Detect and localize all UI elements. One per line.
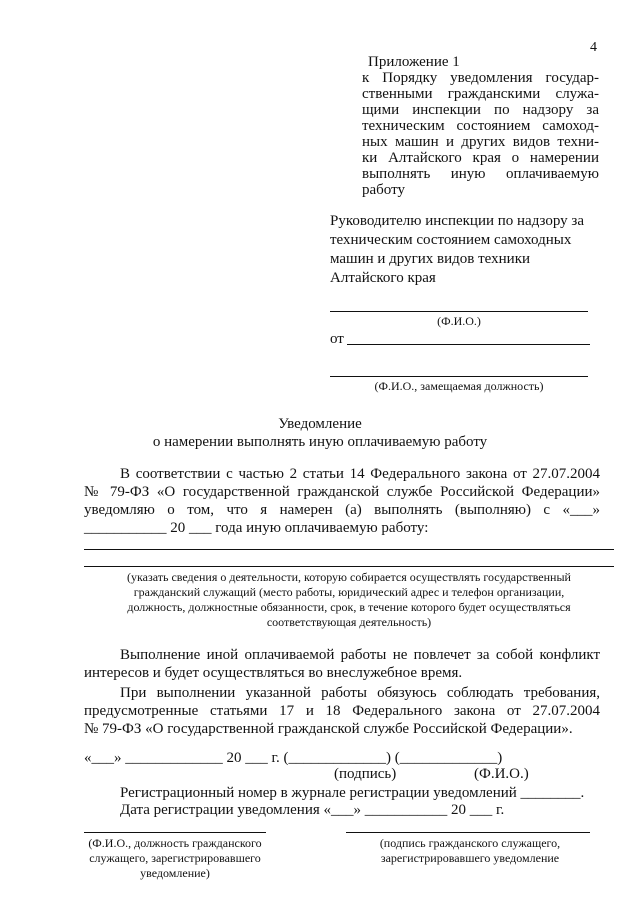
sender-fio-position-caption: (Ф.И.О., замещаемая должность) bbox=[374, 379, 544, 393]
appendix-line: к Порядку уведомления государ- bbox=[362, 70, 599, 86]
footer-left-caption-line: уведомление) bbox=[140, 866, 210, 880]
signature-fio-caption: (Ф.И.О.) bbox=[474, 766, 529, 782]
intro-paragraph bbox=[84, 465, 600, 537]
registration-number-line: Регистрационный номер в журнале регистрации уведомлений ________. bbox=[120, 785, 585, 801]
activity-note-line: должность, должностные обязанности, срок, в течение которого будет осуществляться bbox=[127, 600, 571, 614]
addressee-block bbox=[330, 212, 600, 288]
footer-left-caption bbox=[70, 836, 280, 881]
page-number: 4 bbox=[590, 40, 597, 55]
footer-left-caption-line: (Ф.И.О., должность гражданского bbox=[88, 836, 262, 850]
from-label: от bbox=[330, 331, 344, 347]
activity-note-line: соответствующая деятельность) bbox=[266, 615, 432, 629]
obligation-line: предусмотренные статьями 17 и 18 Федерального закона от 27.07.2004 bbox=[84, 703, 600, 719]
footer-right-line bbox=[346, 832, 590, 833]
appendix-line: ки Алтайского края о намерении bbox=[362, 150, 599, 166]
addressee-line: Руководителю инспекции по надзору за bbox=[330, 213, 584, 229]
appendix-line: выполнять иную оплачиваемую bbox=[362, 166, 599, 182]
appendix-block bbox=[362, 54, 599, 198]
footer-left-caption-line: служащего, зарегистрировавшего bbox=[89, 851, 261, 865]
intro-line: ___________ 20 ___ года иную оплачиваемую работу: bbox=[84, 520, 429, 536]
obligation-paragraph bbox=[84, 684, 600, 738]
addressee-line: Алтайского края bbox=[330, 270, 436, 286]
no-conflict-paragraph bbox=[84, 646, 600, 682]
footer-right-caption-line: (подпись гражданского служащего, bbox=[379, 836, 561, 850]
sender-fio-line bbox=[330, 376, 588, 377]
activity-note-line: гражданский служащий (место работы, юридический адрес и телефон организации, bbox=[133, 585, 565, 599]
from-line bbox=[347, 344, 590, 345]
appendix-line: работу bbox=[362, 182, 405, 198]
intro-line: уведомляю о том, что я намерен (а) выполнять (выполняю) с «___» bbox=[84, 502, 600, 518]
obligation-line: При выполнении указанной работы обязуюсь соблюдать требования, bbox=[120, 685, 600, 701]
intro-line: № 79-ФЗ «О государственной гражданской службе Российской Федерации» bbox=[84, 484, 600, 500]
addressee-line: машин и других видов техники bbox=[330, 251, 531, 267]
appendix-line: техническим состоянием самоход- bbox=[362, 118, 599, 134]
activity-line-1 bbox=[84, 549, 614, 550]
activity-note-line: (указать сведения о деятельности, которую собирается осуществлять государственный bbox=[127, 570, 571, 584]
footer-left-line bbox=[84, 832, 266, 833]
activity-line-2 bbox=[84, 566, 614, 567]
intro-line: В соответствии с частью 2 статьи 14 Федерального закона от 27.07.2004 bbox=[120, 466, 600, 482]
appendix-line: ственными гражданскими служа- bbox=[362, 86, 599, 102]
appendix-title: Приложение 1 bbox=[368, 54, 460, 70]
no-conflict-line: интересов и будет осуществляться во внеслужебное время. bbox=[84, 665, 463, 681]
appendix-line: щими инспекции по надзору за bbox=[362, 102, 599, 118]
addressee-line: техническим состоянием самоходных bbox=[330, 232, 572, 248]
registration-date-line: Дата регистрации уведомления «___» ___________ 20 ___ г. bbox=[120, 802, 505, 818]
obligation-line: № 79-ФЗ «О государственной гражданской службе Российской Федерации». bbox=[84, 721, 573, 737]
footer-right-caption bbox=[350, 836, 590, 866]
addressee-fio-line bbox=[330, 311, 588, 312]
appendix-line: ных машин и других видов техни- bbox=[362, 134, 599, 150]
addressee-fio-caption: (Ф.И.О.) bbox=[437, 314, 481, 328]
document-title: Уведомление bbox=[278, 416, 362, 432]
signature-caption: (подпись) bbox=[334, 766, 397, 782]
activity-note bbox=[84, 570, 614, 630]
no-conflict-line: Выполнение иной оплачиваемой работы не повлечет за собой конфликт bbox=[120, 647, 600, 663]
footer-right-caption-line: зарегистрировавшего уведомление bbox=[380, 851, 560, 865]
document-subtitle: о намерении выполнять иную оплачиваемую работу bbox=[152, 434, 488, 450]
signature-date-line: «___» _____________ 20 ___ г. (_____________) (_____________) bbox=[84, 750, 503, 766]
